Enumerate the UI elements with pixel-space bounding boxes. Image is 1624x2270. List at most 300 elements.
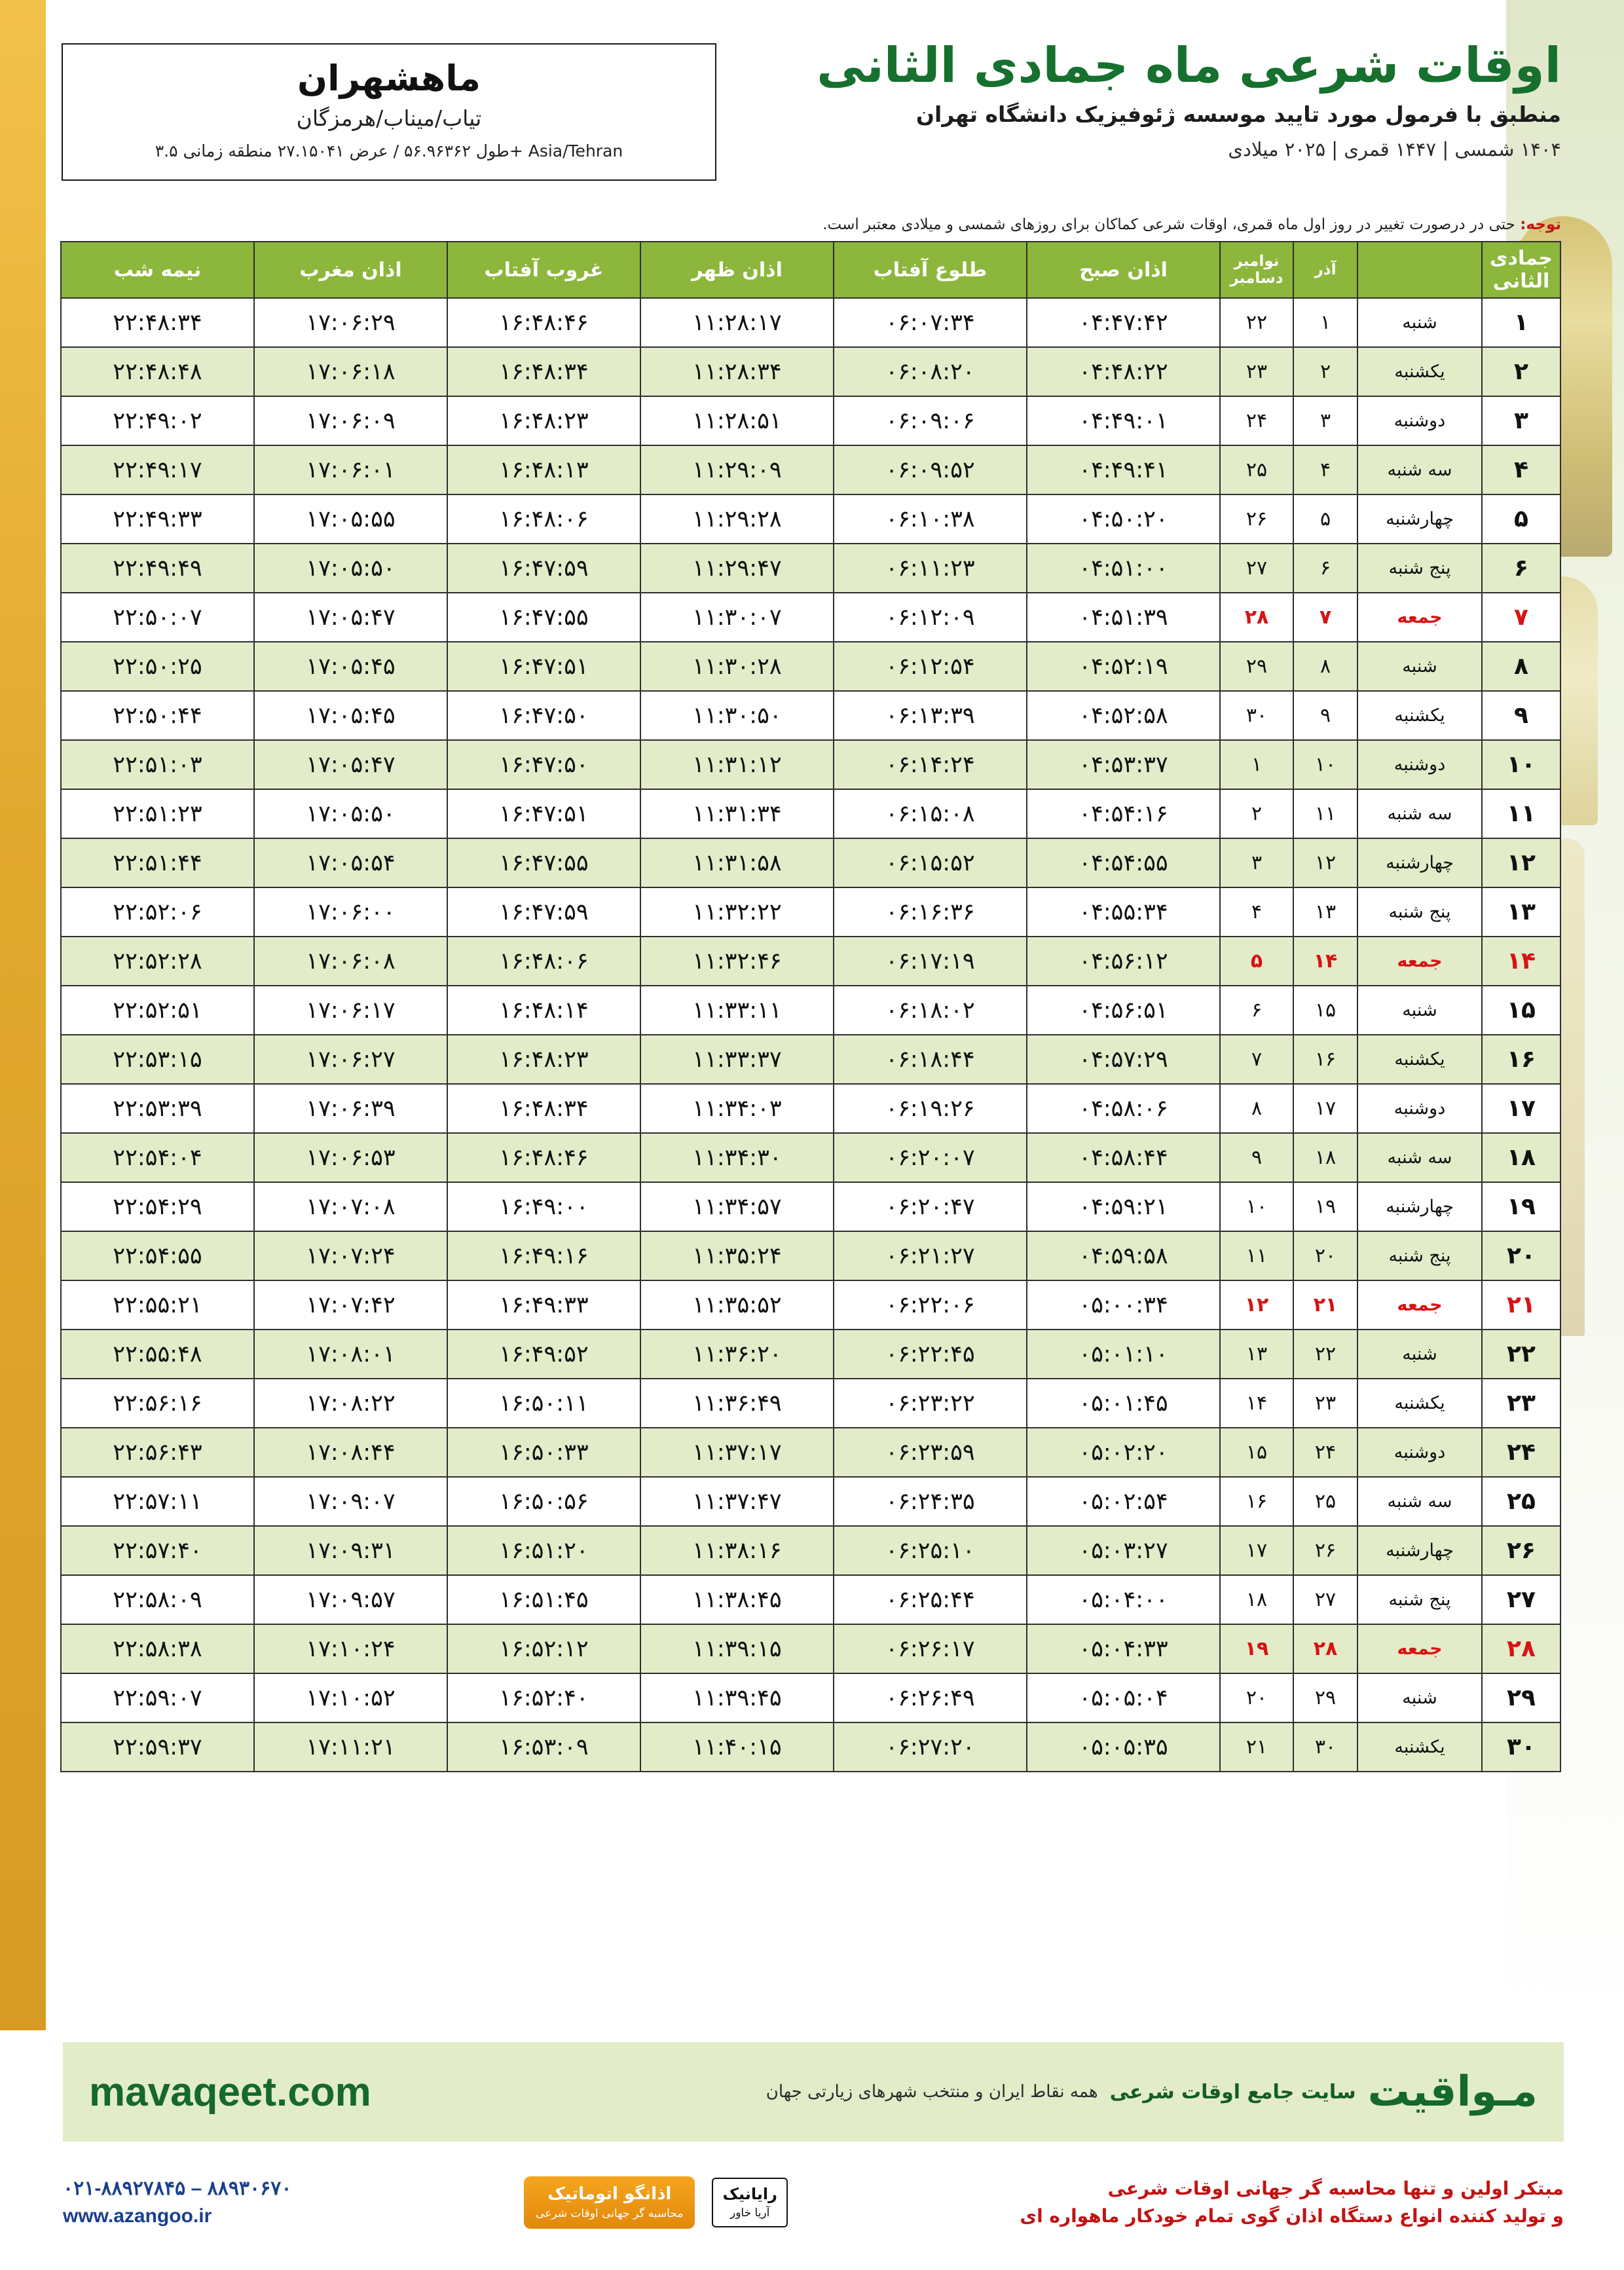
qamari-day-number: ۷: [1482, 593, 1560, 642]
sunrise-time: ۰۶:۰۹:۵۲: [834, 445, 1027, 494]
gregorian-day-number: ۱۹: [1220, 1624, 1293, 1673]
gregorian-day-number: ۳: [1220, 838, 1293, 887]
weekday-name: شنبه: [1357, 298, 1482, 347]
page-subtitle: منطبق با فرمول مورد تایید موسسه ژئوفیزیک دانشگاه تهران: [915, 102, 1561, 128]
midnight-time: ۲۲:۵۴:۲۹: [61, 1182, 254, 1231]
sunset-time: ۱۶:۴۷:۵۰: [447, 691, 640, 740]
fajr-time: ۰۵:۰۴:۰۰: [1027, 1575, 1220, 1624]
gregorian-day-number: ۲۵: [1220, 445, 1293, 494]
page-header: [62, 39, 1561, 210]
sunrise-time: ۰۶:۲۳:۲۲: [834, 1379, 1027, 1428]
azar-day-number: ۲۸: [1293, 1624, 1357, 1673]
sunset-time: ۱۶:۵۳:۰۹: [447, 1722, 640, 1772]
fajr-time: ۰۴:۴۹:۰۱: [1027, 396, 1220, 445]
gregorian-day-number: ۲۸: [1220, 593, 1293, 642]
gregorian-day-number: ۷: [1220, 1035, 1293, 1084]
decorative-left-gold-band: [0, 0, 46, 2030]
azar-day-number: ۱۹: [1293, 1182, 1357, 1231]
gregorian-day-number: ۲۳: [1220, 347, 1293, 396]
weekday-name: یکشنبه: [1357, 1722, 1482, 1772]
maghrib-time: ۱۷:۰۶:۰۱: [254, 445, 447, 494]
azar-day-number: ۱۷: [1293, 1084, 1357, 1133]
weekday-name: پنج شنبه: [1357, 887, 1482, 937]
azar-day-number: ۹: [1293, 691, 1357, 740]
note-line: [62, 216, 1561, 233]
dhuhr-time: ۱۱:۳۳:۳۷: [640, 1035, 834, 1084]
maghrib-time: ۱۷:۰۸:۰۱: [254, 1330, 447, 1379]
sunset-time: ۱۶:۵۰:۳۳: [447, 1428, 640, 1477]
weekday-name: چهارشنبه: [1357, 1182, 1482, 1231]
weekday-name: سه شنبه: [1357, 445, 1482, 494]
midnight-time: ۲۲:۵۰:۰۷: [61, 593, 254, 642]
dhuhr-time: ۱۱:۳۸:۱۶: [640, 1526, 834, 1575]
table-row: [61, 691, 1560, 740]
midnight-time: ۲۲:۵۸:۳۸: [61, 1624, 254, 1673]
sunrise-time: ۰۶:۲۲:۴۵: [834, 1330, 1027, 1379]
sunset-time: ۱۶:۴۸:۴۶: [447, 298, 640, 347]
header-azar: آذر: [1293, 242, 1357, 298]
table-row: [61, 1133, 1560, 1182]
table-row: [61, 1526, 1560, 1575]
sunset-time: ۱۶:۴۷:۵۱: [447, 789, 640, 838]
sunset-time: ۱۶:۴۹:۵۲: [447, 1330, 640, 1379]
fajr-time: ۰۵:۰۴:۳۳: [1027, 1624, 1220, 1673]
midnight-time: ۲۲:۵۱:۰۳: [61, 740, 254, 789]
note-text: حتی در درصورت تغییر در روز اول ماه قمری، اوقات شرعی کماکان برای روزهای شمسی و میلادی معتبر است.: [822, 216, 1515, 233]
gregorian-day-number: ۱۲: [1220, 1280, 1293, 1330]
sunrise-time: ۰۶:۱۹:۲۶: [834, 1084, 1027, 1133]
sunset-time: ۱۶:۵۱:۲۰: [447, 1526, 640, 1575]
maghrib-time: ۱۷:۰۵:۴۷: [254, 593, 447, 642]
azar-day-number: ۱: [1293, 298, 1357, 347]
table-row: [61, 1477, 1560, 1526]
table-body: [61, 298, 1560, 1772]
fajr-time: ۰۴:۵۱:۳۹: [1027, 593, 1220, 642]
maghrib-time: ۱۷:۱۱:۲۱: [254, 1722, 447, 1772]
gregorian-day-number: ۲۰: [1220, 1673, 1293, 1722]
midnight-time: ۲۲:۵۳:۳۹: [61, 1084, 254, 1133]
table-row: [61, 347, 1560, 396]
gregorian-day-number: ۲۹: [1220, 642, 1293, 691]
weekday-name: چهارشنبه: [1357, 494, 1482, 544]
weekday-name: پنج شنبه: [1357, 1231, 1482, 1280]
table-header-row: [61, 242, 1560, 298]
fajr-time: ۰۴:۵۰:۲۰: [1027, 494, 1220, 544]
azangoo-logo: [524, 2176, 695, 2229]
sunset-time: ۱۶:۴۸:۴۶: [447, 1133, 640, 1182]
weekday-name: شنبه: [1357, 986, 1482, 1035]
fajr-time: ۰۴:۵۸:۴۴: [1027, 1133, 1220, 1182]
weekday-name: سه شنبه: [1357, 1477, 1482, 1526]
sunrise-time: ۰۶:۱۴:۲۴: [834, 740, 1027, 789]
fajr-time: ۰۴:۵۹:۵۸: [1027, 1231, 1220, 1280]
sunrise-time: ۰۶:۱۲:۰۹: [834, 593, 1027, 642]
table-head: [61, 242, 1560, 298]
qamari-day-number: ۱۸: [1482, 1133, 1560, 1182]
fajr-time: ۰۴:۵۶:۵۱: [1027, 986, 1220, 1035]
qamari-day-number: ۲۶: [1482, 1526, 1560, 1575]
qamari-day-number: ۲: [1482, 347, 1560, 396]
sunset-time: ۱۶:۴۸:۳۴: [447, 347, 640, 396]
azar-day-number: ۲۰: [1293, 1231, 1357, 1280]
gregorian-day-number: ۲۶: [1220, 494, 1293, 544]
weekday-name: جمعه: [1357, 1280, 1482, 1330]
header-maghrib: اذان مغرب: [254, 242, 447, 298]
azar-day-number: ۴: [1293, 445, 1357, 494]
table-row: [61, 1379, 1560, 1428]
midnight-time: ۲۲:۵۲:۲۸: [61, 937, 254, 986]
midnight-time: ۲۲:۴۸:۴۸: [61, 347, 254, 396]
dhuhr-time: ۱۱:۳۴:۵۷: [640, 1182, 834, 1231]
dhuhr-time: ۱۱:۲۹:۴۷: [640, 544, 834, 593]
maghrib-time: ۱۷:۰۵:۵۵: [254, 494, 447, 544]
gregorian-day-number: ۱۵: [1220, 1428, 1293, 1477]
maghrib-time: ۱۷:۰۵:۵۴: [254, 838, 447, 887]
weekday-name: یکشنبه: [1357, 1379, 1482, 1428]
header-fajr: اذان صبح: [1027, 242, 1220, 298]
brand-tagline: سایت جامع اوقات شرعی: [1109, 2080, 1356, 2104]
weekday-name: پنج شنبه: [1357, 544, 1482, 593]
gregorian-day-number: ۱۱: [1220, 1231, 1293, 1280]
fajr-time: ۰۵:۰۵:۳۵: [1027, 1722, 1220, 1772]
maghrib-time: ۱۷:۰۶:۰۰: [254, 887, 447, 937]
dhuhr-time: ۱۱:۳۴:۳۰: [640, 1133, 834, 1182]
dhuhr-time: ۱۱:۳۷:۱۷: [640, 1428, 834, 1477]
maghrib-time: ۱۷:۰۵:۴۷: [254, 740, 447, 789]
azar-day-number: ۲۲: [1293, 1330, 1357, 1379]
sunset-time: ۱۶:۴۸:۱۳: [447, 445, 640, 494]
midnight-time: ۲۲:۵۱:۲۳: [61, 789, 254, 838]
header-november-december: نوامبر دسامبر: [1220, 242, 1293, 298]
sunrise-time: ۰۶:۲۲:۰۶: [834, 1280, 1027, 1330]
azar-day-number: ۲۳: [1293, 1379, 1357, 1428]
weekday-name: شنبه: [1357, 1330, 1482, 1379]
qamari-day-number: ۹: [1482, 691, 1560, 740]
azar-day-number: ۲۶: [1293, 1526, 1357, 1575]
qamari-day-number: ۸: [1482, 642, 1560, 691]
midnight-time: ۲۲:۵۶:۱۶: [61, 1379, 254, 1428]
midnight-time: ۲۲:۵۲:۰۶: [61, 887, 254, 937]
qamari-day-number: ۲۳: [1482, 1379, 1560, 1428]
azar-day-number: ۱۳: [1293, 887, 1357, 937]
sunset-time: ۱۶:۴۸:۰۶: [447, 494, 640, 544]
qamari-day-number: ۱۳: [1482, 887, 1560, 937]
sunset-time: ۱۶:۴۹:۰۰: [447, 1182, 640, 1231]
qamari-day-number: ۲۹: [1482, 1673, 1560, 1722]
fajr-time: ۰۴:۴۹:۴۱: [1027, 445, 1220, 494]
sunrise-time: ۰۶:۰۸:۲۰: [834, 347, 1027, 396]
dhuhr-time: ۱۱:۳۸:۴۵: [640, 1575, 834, 1624]
weekday-name: جمعه: [1357, 937, 1482, 986]
qamari-day-number: ۱۴: [1482, 937, 1560, 986]
maghrib-time: ۱۷:۰۶:۲۹: [254, 298, 447, 347]
midnight-time: ۲۲:۵۴:۰۴: [61, 1133, 254, 1182]
gregorian-day-number: ۲۱: [1220, 1722, 1293, 1772]
qamari-day-number: ۱۵: [1482, 986, 1560, 1035]
brand-group: [766, 2068, 1538, 2116]
midnight-time: ۲۲:۴۹:۰۲: [61, 396, 254, 445]
table-row: [61, 740, 1560, 789]
gregorian-day-number: ۲۷: [1220, 544, 1293, 593]
city-region: تیاب/میناب/هرمزگان: [296, 105, 482, 131]
fajr-time: ۰۴:۴۷:۴۲: [1027, 298, 1220, 347]
azar-day-number: ۲۱: [1293, 1280, 1357, 1330]
midnight-time: ۲۲:۴۹:۱۷: [61, 445, 254, 494]
gregorian-day-number: ۹: [1220, 1133, 1293, 1182]
azar-day-number: ۲۵: [1293, 1477, 1357, 1526]
maghrib-time: ۱۷:۰۵:۴۵: [254, 642, 447, 691]
weekday-name: چهارشنبه: [1357, 1526, 1482, 1575]
qamari-day-number: ۴: [1482, 445, 1560, 494]
dhuhr-time: ۱۱:۳۶:۲۰: [640, 1330, 834, 1379]
gregorian-day-number: ۲۲: [1220, 298, 1293, 347]
prayer-times-table-wrap: [60, 241, 1561, 1772]
website-link[interactable]: mavaqeet.com: [89, 2069, 371, 2115]
midnight-time: ۲۲:۵۵:۲۱: [61, 1280, 254, 1330]
sunset-time: ۱۶:۵۰:۵۶: [447, 1477, 640, 1526]
sunrise-time: ۰۶:۲۵:۱۰: [834, 1526, 1027, 1575]
weekday-name: پنج شنبه: [1357, 1575, 1482, 1624]
gregorian-day-number: ۲: [1220, 789, 1293, 838]
brand-tagline-secondary: همه نقاط ایران و منتخب شهرهای زیارتی جهان: [766, 2082, 1098, 2102]
table-row: [61, 838, 1560, 887]
sunrise-time: ۰۶:۲۶:۱۷: [834, 1624, 1027, 1673]
weekday-name: شنبه: [1357, 642, 1482, 691]
maghrib-time: ۱۷:۱۰:۵۲: [254, 1673, 447, 1722]
header-dhuhr: اذان ظهر: [640, 242, 834, 298]
brand-name: مـواقیت: [1367, 2068, 1538, 2116]
dhuhr-time: ۱۱:۴۰:۱۵: [640, 1722, 834, 1772]
gregorian-day-number: ۵: [1220, 937, 1293, 986]
qamari-day-number: ۱۹: [1482, 1182, 1560, 1231]
table-row: [61, 1428, 1560, 1477]
sunrise-time: ۰۶:۰۷:۳۴: [834, 298, 1027, 347]
fajr-time: ۰۴:۵۷:۲۹: [1027, 1035, 1220, 1084]
header-weekday: [1357, 242, 1482, 298]
table-row: [61, 986, 1560, 1035]
fajr-time: ۰۴:۵۱:۰۰: [1027, 544, 1220, 593]
dhuhr-time: ۱۱:۳۲:۲۲: [640, 887, 834, 937]
maghrib-time: ۱۷:۰۶:۰۸: [254, 937, 447, 986]
midnight-time: ۲۲:۵۹:۰۷: [61, 1673, 254, 1722]
sunset-time: ۱۶:۴۸:۳۴: [447, 1084, 640, 1133]
maghrib-time: ۱۷:۰۸:۲۲: [254, 1379, 447, 1428]
gregorian-day-number: ۱۷: [1220, 1526, 1293, 1575]
sunrise-time: ۰۶:۱۳:۳۹: [834, 691, 1027, 740]
sunset-time: ۱۶:۴۸:۰۶: [447, 937, 640, 986]
sunset-time: ۱۶:۴۷:۵۹: [447, 887, 640, 937]
azar-day-number: ۲: [1293, 347, 1357, 396]
table-row: [61, 887, 1560, 937]
fajr-time: ۰۴:۵۲:۵۸: [1027, 691, 1220, 740]
sunrise-time: ۰۶:۱۶:۳۶: [834, 887, 1027, 937]
header-sunrise: طلوع آفتاب: [834, 242, 1027, 298]
weekday-name: یکشنبه: [1357, 347, 1482, 396]
qamari-day-number: ۵: [1482, 494, 1560, 544]
midnight-time: ۲۲:۵۱:۴۴: [61, 838, 254, 887]
sunrise-time: ۰۶:۱۱:۲۳: [834, 544, 1027, 593]
fajr-time: ۰۵:۰۰:۳۴: [1027, 1280, 1220, 1330]
city-info-box: [62, 43, 716, 181]
fajr-time: ۰۴:۵۹:۲۱: [1027, 1182, 1220, 1231]
dhuhr-time: ۱۱:۲۸:۱۷: [640, 298, 834, 347]
footer-description: [1020, 2175, 1564, 2230]
footer-website[interactable]: www.azangoo.ir: [63, 2205, 212, 2227]
table-row: [61, 1624, 1560, 1673]
fajr-time: ۰۴:۵۵:۳۴: [1027, 887, 1220, 937]
fajr-time: ۰۵:۰۱:۴۵: [1027, 1379, 1220, 1428]
dhuhr-time: ۱۱:۳۹:۱۵: [640, 1624, 834, 1673]
sunrise-time: ۰۶:۲۰:۴۷: [834, 1182, 1027, 1231]
dhuhr-time: ۱۱:۳۱:۱۲: [640, 740, 834, 789]
fajr-time: ۰۴:۵۸:۰۶: [1027, 1084, 1220, 1133]
dhuhr-time: ۱۱:۳۰:۵۰: [640, 691, 834, 740]
qamari-day-number: ۱۷: [1482, 1084, 1560, 1133]
fajr-time: ۰۵:۰۳:۲۷: [1027, 1526, 1220, 1575]
dhuhr-time: ۱۱:۲۹:۲۸: [640, 494, 834, 544]
table-row: [61, 396, 1560, 445]
footer-description-line1: مبتکر اولین و تنها محاسبه گر جهانی اوقات شرعی: [1107, 2178, 1564, 2199]
maghrib-time: ۱۷:۰۵:۴۵: [254, 691, 447, 740]
sunset-time: ۱۶:۴۹:۳۳: [447, 1280, 640, 1330]
qamari-day-number: ۳: [1482, 396, 1560, 445]
qamari-day-number: ۳۰: [1482, 1722, 1560, 1772]
sunrise-time: ۰۶:۲۷:۲۰: [834, 1722, 1027, 1772]
table-row: [61, 1575, 1560, 1624]
gregorian-day-number: ۱۶: [1220, 1477, 1293, 1526]
sunrise-time: ۰۶:۱۸:۴۴: [834, 1035, 1027, 1084]
fajr-time: ۰۴:۵۶:۱۲: [1027, 937, 1220, 986]
maghrib-time: ۱۷:۰۷:۰۸: [254, 1182, 447, 1231]
sunset-time: ۱۶:۴۸:۲۳: [447, 396, 640, 445]
midnight-time: ۲۲:۵۳:۱۵: [61, 1035, 254, 1084]
azar-day-number: ۱۵: [1293, 986, 1357, 1035]
gregorian-day-number: ۱۰: [1220, 1182, 1293, 1231]
qamari-day-number: ۲۰: [1482, 1231, 1560, 1280]
gregorian-day-number: ۶: [1220, 986, 1293, 1035]
weekday-name: یکشنبه: [1357, 691, 1482, 740]
gregorian-day-number: ۴: [1220, 887, 1293, 937]
table-row: [61, 1182, 1560, 1231]
sunrise-time: ۰۶:۱۲:۵۴: [834, 642, 1027, 691]
header-midnight: نیمه شب: [61, 242, 254, 298]
midnight-time: ۲۲:۴۸:۳۴: [61, 298, 254, 347]
azar-day-number: ۳: [1293, 396, 1357, 445]
maghrib-time: ۱۷:۰۹:۵۷: [254, 1575, 447, 1624]
dhuhr-time: ۱۱:۳۱:۵۸: [640, 838, 834, 887]
azar-day-number: ۷: [1293, 593, 1357, 642]
midnight-time: ۲۲:۴۹:۴۹: [61, 544, 254, 593]
sunset-time: ۱۶:۵۱:۴۵: [447, 1575, 640, 1624]
city-coordinates: طول ۵۶.۹۶۳۶۲ / عرض ۲۷.۱۵۰۴۱ منطقه زمانی ۳.۵+ Asia/Tehran: [155, 141, 623, 160]
dhuhr-time: ۱۱:۲۹:۰۹: [640, 445, 834, 494]
dhuhr-time: ۱۱:۳۴:۰۳: [640, 1084, 834, 1133]
page-title: اوقات شرعی ماه جمادی الثانی: [817, 37, 1561, 94]
sunrise-time: ۰۶:۱۵:۰۸: [834, 789, 1027, 838]
qamari-day-number: ۲۸: [1482, 1624, 1560, 1673]
sunset-time: ۱۶:۴۹:۱۶: [447, 1231, 640, 1280]
table-row: [61, 789, 1560, 838]
dhuhr-time: ۱۱:۳۳:۱۱: [640, 986, 834, 1035]
table-row: [61, 544, 1560, 593]
title-block: [684, 39, 1561, 160]
table-row: [61, 1330, 1560, 1379]
footer-phone: ۰۲۱-۸۸۹۲۷۸۴۵ – ۸۸۹۳۰۶۷۰: [63, 2178, 292, 2199]
note-label: توجه:: [1520, 216, 1561, 233]
midnight-time: ۲۲:۵۰:۴۴: [61, 691, 254, 740]
maghrib-time: ۱۷:۱۰:۲۴: [254, 1624, 447, 1673]
fajr-time: ۰۴:۴۸:۲۲: [1027, 347, 1220, 396]
sunset-time: ۱۶:۴۷:۵۹: [447, 544, 640, 593]
gregorian-day-number: ۳۰: [1220, 691, 1293, 740]
dhuhr-time: ۱۱:۳۱:۳۴: [640, 789, 834, 838]
rayanik-logo-name: رایانیک: [722, 2185, 777, 2204]
azar-day-number: ۸: [1293, 642, 1357, 691]
calendar-dates: ۱۴۰۴ شمسی | ۱۴۴۷ قمری | ۲۰۲۵ میلادی: [1228, 138, 1561, 160]
maghrib-time: ۱۷:۰۷:۴۲: [254, 1280, 447, 1330]
qamari-day-number: ۶: [1482, 544, 1560, 593]
maghrib-time: ۱۷:۰۵:۵۰: [254, 789, 447, 838]
fajr-time: ۰۴:۵۲:۱۹: [1027, 642, 1220, 691]
qamari-day-number: ۲۱: [1482, 1280, 1560, 1330]
maghrib-time: ۱۷:۰۶:۲۷: [254, 1035, 447, 1084]
weekday-name: شنبه: [1357, 1673, 1482, 1722]
city-name: ماهشهران: [297, 58, 481, 99]
midnight-time: ۲۲:۵۷:۱۱: [61, 1477, 254, 1526]
dhuhr-time: ۱۱:۳۰:۰۷: [640, 593, 834, 642]
qamari-day-number: ۱۲: [1482, 838, 1560, 887]
azar-day-number: ۱۰: [1293, 740, 1357, 789]
weekday-name: سه شنبه: [1357, 789, 1482, 838]
dhuhr-time: ۱۱:۳۰:۲۸: [640, 642, 834, 691]
sunset-time: ۱۶:۴۷:۵۱: [447, 642, 640, 691]
sunrise-time: ۰۶:۲۵:۴۴: [834, 1575, 1027, 1624]
azar-day-number: ۱۲: [1293, 838, 1357, 887]
sunrise-time: ۰۶:۱۵:۵۲: [834, 838, 1027, 887]
table-row: [61, 1231, 1560, 1280]
midnight-time: ۲۲:۴۹:۳۳: [61, 494, 254, 544]
fajr-time: ۰۴:۵۴:۵۵: [1027, 838, 1220, 887]
azar-day-number: ۱۱: [1293, 789, 1357, 838]
dhuhr-time: ۱۱:۳۲:۴۶: [640, 937, 834, 986]
header-sunset: غروب آفتاب: [447, 242, 640, 298]
table-row: [61, 445, 1560, 494]
table-row: [61, 642, 1560, 691]
midnight-time: ۲۲:۵۰:۲۵: [61, 642, 254, 691]
footer-description-line2: و تولید کننده انواع دستگاه اذان گوی تمام خودکار ماهواره ای: [1020, 2205, 1564, 2227]
midnight-time: ۲۲:۵۲:۵۱: [61, 986, 254, 1035]
rayanik-logo: [712, 2178, 787, 2227]
table-row: [61, 1084, 1560, 1133]
qamari-day-number: ۱۶: [1482, 1035, 1560, 1084]
midnight-time: ۲۲:۵۵:۴۸: [61, 1330, 254, 1379]
azar-day-number: ۱۴: [1293, 937, 1357, 986]
maghrib-time: ۱۷:۰۶:۱۸: [254, 347, 447, 396]
qamari-day-number: ۱۱: [1482, 789, 1560, 838]
table-row: [61, 1722, 1560, 1772]
azangoo-logo-name: اذانگو اتوماتیک: [547, 2184, 672, 2205]
gregorian-day-number: ۱۳: [1220, 1330, 1293, 1379]
weekday-name: دوشنبه: [1357, 396, 1482, 445]
qamari-day-number: ۲۷: [1482, 1575, 1560, 1624]
sunset-time: ۱۶:۴۷:۵۰: [447, 740, 640, 789]
midnight-time: ۲۲:۵۴:۵۵: [61, 1231, 254, 1280]
gregorian-day-number: ۸: [1220, 1084, 1293, 1133]
table-row: [61, 1035, 1560, 1084]
sunrise-time: ۰۶:۲۴:۳۵: [834, 1477, 1027, 1526]
footer-bottom-bar: [63, 2153, 1564, 2252]
midnight-time: ۲۲:۵۷:۴۰: [61, 1526, 254, 1575]
